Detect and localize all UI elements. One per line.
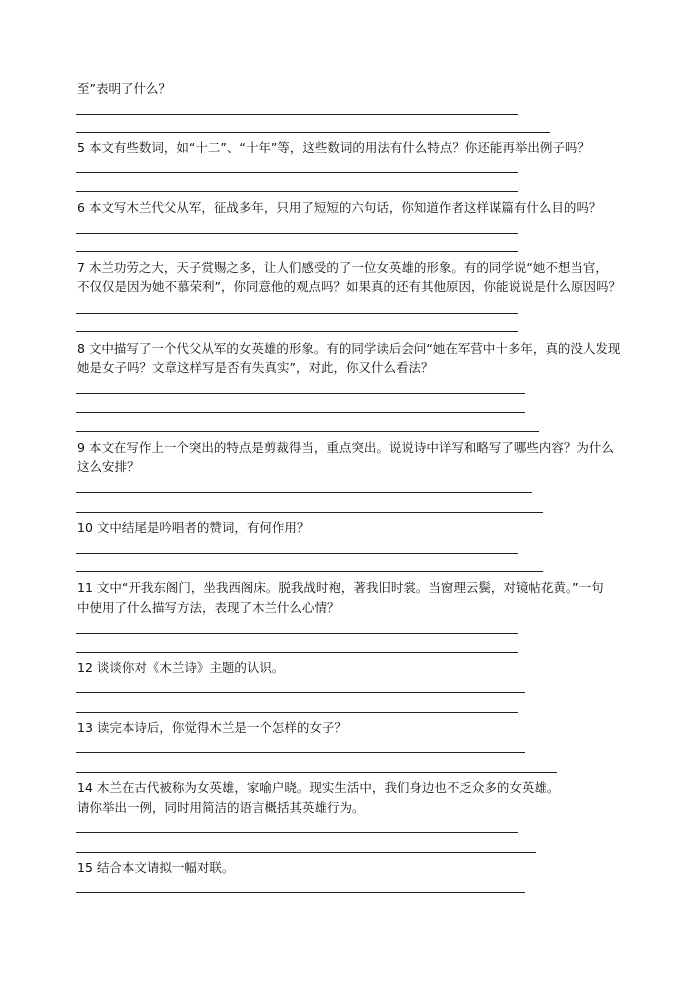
answer-line: [76, 172, 518, 173]
answer-line: [76, 431, 539, 432]
answer-line: [76, 652, 518, 653]
answer-line: [76, 692, 525, 693]
question-8-line-2: 她是女子吗？文章这样写是否有失真实”，对此，你又什么看法？: [77, 360, 434, 375]
answer-line: [76, 512, 543, 513]
question-11-line-2: 中使用了什么描写方法，表现了木兰什么心情？: [77, 600, 340, 615]
question-14-line-2: 请你举出一例，同时用简洁的语言概括其英雄行为。: [77, 800, 365, 815]
answer-line: [76, 233, 518, 234]
answer-line: [76, 313, 518, 314]
question-7-line-1: 7 木兰功劳之大，天子赏赐之多，让人们感受的了一位女英雄的形象。有的同学说“她不想当官，: [77, 260, 608, 275]
answer-line: [76, 772, 557, 773]
answer-line: [76, 752, 525, 753]
answer-line: [76, 412, 525, 413]
question-5: 5 本文有些数词，如“十二”、“十年”等，这些数词的用法有什么特点？你还能再举出例子吗？: [77, 140, 590, 155]
answer-line: [76, 191, 518, 192]
question-4-tail: 至”表明了什么？: [77, 81, 171, 96]
question-11-line-1: 11 文中“开我东阁门，坐我西阁床。脱我战时袍，著我旧时裳。当窗理云鬓，对镜帖花黄。”一句: [77, 580, 604, 595]
answer-line: [76, 553, 518, 554]
question-14-line-1: 14 木兰在古代被称为女英雄，家喻户晓。现实生活中，我们身边也不乏众多的女英雄。: [77, 780, 560, 795]
answer-line: [76, 251, 518, 252]
answer-line: [76, 712, 518, 713]
question-13: 13 读完本诗后，你觉得木兰是一个怎样的女子？: [77, 720, 347, 735]
answer-line: [76, 331, 518, 332]
question-8-line-1: 8 文中描写了一个代父从军的女英雄的形象。有的同学读后会问“她在军营中十多年，真的没人发现: [77, 341, 621, 356]
answer-line: [76, 114, 518, 115]
answer-line: [76, 633, 518, 634]
question-9-line-2: 这么安排？: [77, 459, 140, 474]
answer-line: [76, 832, 518, 833]
answer-line: [76, 571, 543, 572]
answer-line: [76, 132, 550, 133]
question-15: 15 结合本文请拟一幅对联。: [77, 860, 235, 875]
question-12: 12 谈谈你对《木兰诗》主题的认识。: [77, 660, 285, 675]
answer-line: [76, 393, 525, 394]
question-7-line-2: 不仅仅是因为她不慕荣利”，你同意他的观点吗？如果真的还有其他原因，你能说说是什么原因吗？: [77, 279, 621, 294]
question-9-line-1: 9 本文在写作上一个突出的特点是剪裁得当，重点突出。说说诗中详写和略写了哪些内容？为什么: [77, 440, 614, 455]
question-6: 6 本文写木兰代父从军，征战多年，只用了短短的六句话，你知道作者这样谋篇有什么目的吗？: [77, 200, 602, 215]
answer-line: [76, 492, 532, 493]
answer-line: [76, 852, 536, 853]
answer-line: [76, 892, 525, 893]
question-10: 10 文中结尾是吟唱者的赞词，有何作用？: [77, 520, 310, 535]
